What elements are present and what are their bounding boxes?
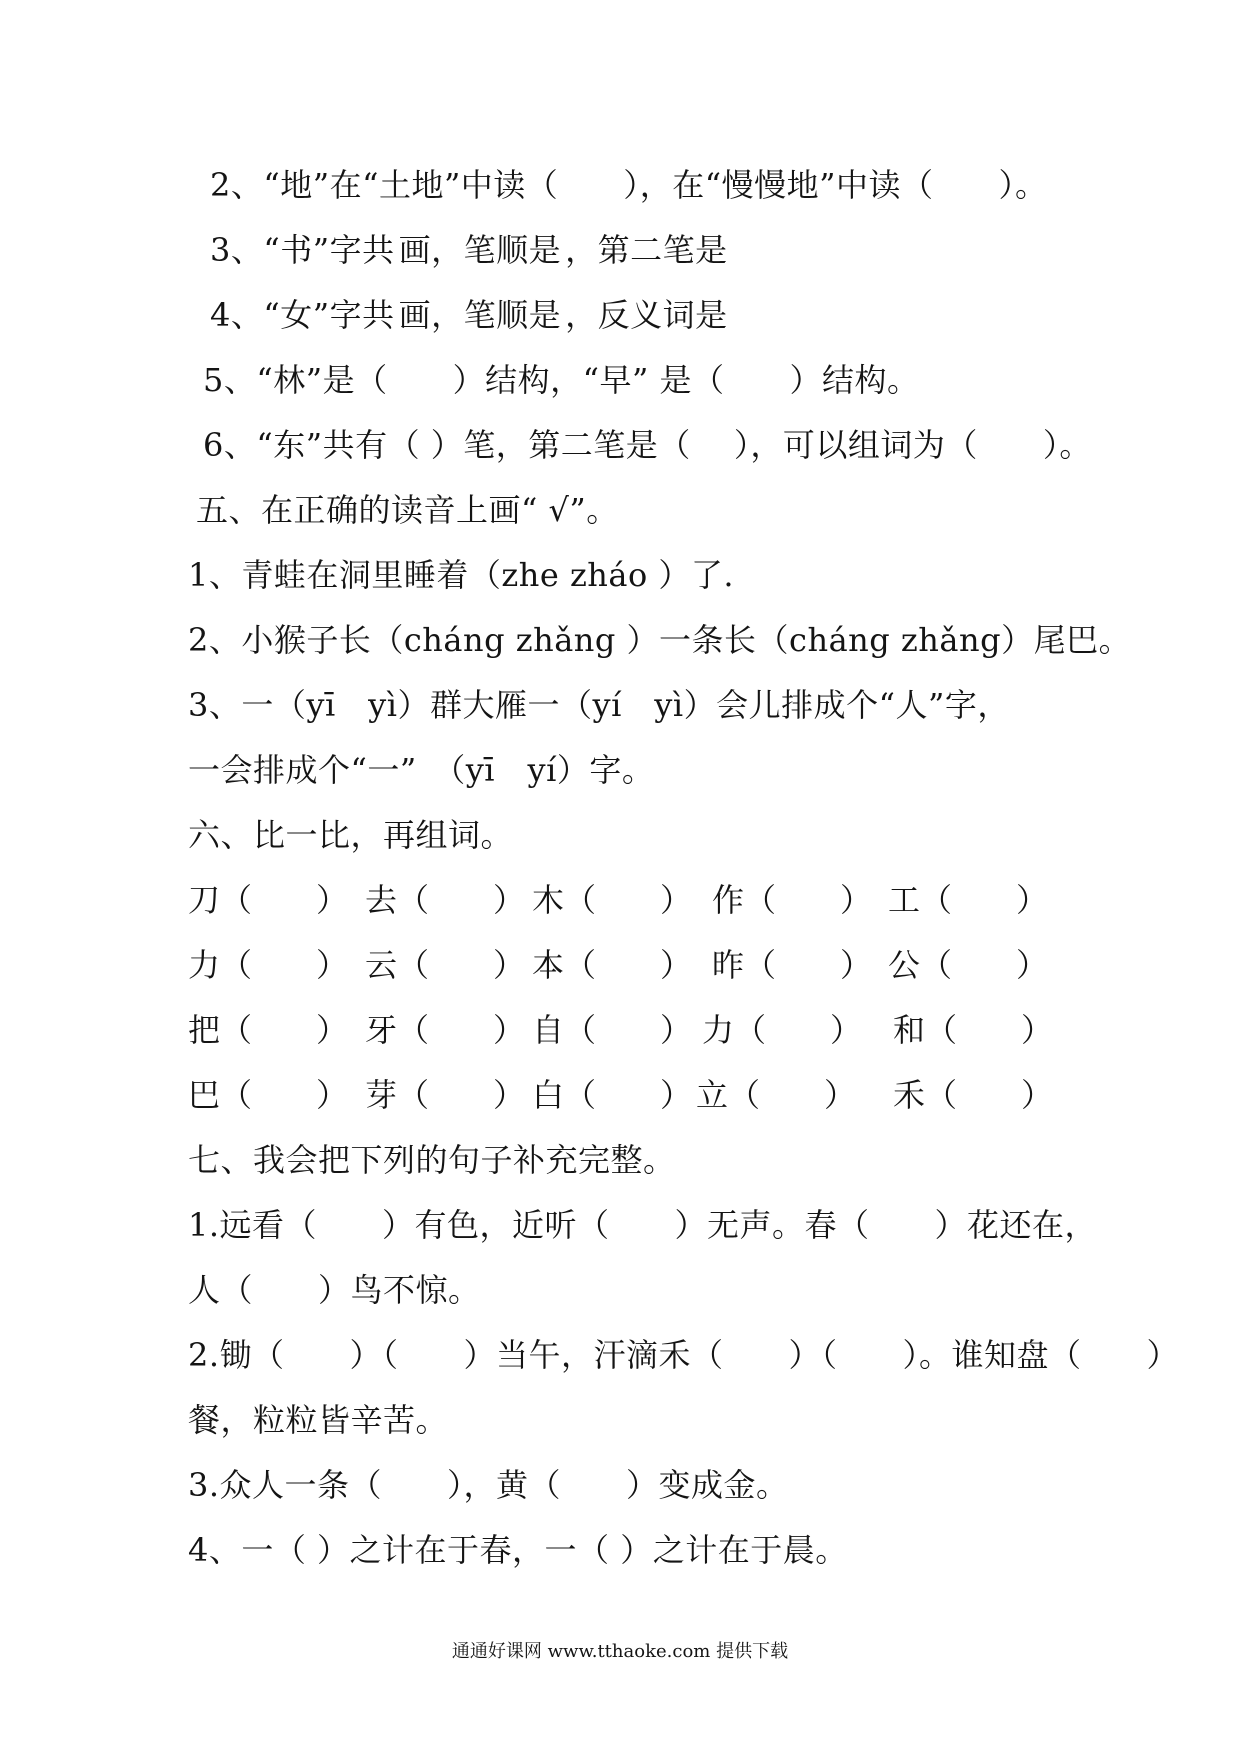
q6-cell: 刀（ ） [188, 881, 349, 919]
q4-item-3 [210, 230, 732, 270]
q7-heading: 七、我会把下列的句子补充完整。 [188, 1141, 676, 1179]
q7-item-4: 4、一（ ）之计在于春，一（ ）之计在于晨。 [188, 1531, 848, 1569]
q7-item-3: 3.众人一条（ ），黄（ ）变成金。 [188, 1466, 789, 1504]
q6-cell: 公（ ） [888, 946, 1049, 984]
q6-row-2 [0, 945, 1240, 985]
q6-cell: 自（ ） [532, 1011, 693, 1049]
q6-cell: 作（ ） [712, 881, 873, 919]
q7-item-2-line-1: 2.锄（ ）（ ）当午，汗滴禾（ ）（ ）。谁知盘（ ） [188, 1336, 1180, 1374]
q4-item-3-text-a: 3、“书”字共 [210, 231, 395, 269]
q5-item-3-line-2: 一会排成个“一” （yī yí）字。 [188, 751, 655, 789]
q6-cell: 云（ ） [365, 946, 526, 984]
q6-cell: 本（ ） [532, 946, 693, 984]
q6-cell: 把（ ） [188, 1011, 349, 1049]
q6-heading: 六、比一比，再组词。 [188, 816, 514, 854]
q6-cell: 去（ ） [365, 881, 526, 919]
q6-cell: 工（ ） [888, 881, 1049, 919]
q6-cell: 白（ ） [532, 1076, 693, 1114]
q6-cell: 昨（ ） [712, 946, 873, 984]
q4-item-6: 6、“东”共有（ ）笔，第二笔是（ ），可以组词为（ ）。 [203, 426, 1092, 464]
q4-item-2: 2、“地”在“土地”中读（ ），在“慢慢地”中读（ ）。 [210, 166, 1048, 204]
q4-item-3-text-c: ，第二笔是 [565, 231, 728, 269]
q6-cell: 力（ ） [188, 946, 349, 984]
q5-heading: 五、在正确的读音上画“ √”。 [196, 491, 619, 529]
q6-cell: 巴（ ） [188, 1076, 349, 1114]
q6-cell: 禾（ ） [893, 1076, 1054, 1114]
q4-item-4 [210, 295, 732, 335]
q6-cell: 力（ ） [702, 1011, 863, 1049]
q4-item-4-text-a: 4、“女”字共 [210, 296, 395, 334]
q6-row-1 [0, 880, 1240, 920]
q7-item-1-line-2: 人（ ）鸟不惊。 [188, 1271, 481, 1309]
q6-row-4 [0, 1075, 1240, 1115]
q5-item-1: 1、青蛙在洞里睡着（zhe zháo ）了. [188, 556, 735, 594]
q6-row-3 [0, 1010, 1240, 1050]
q5-item-3-line-1: 3、一（yī yì）群大雁一（yí yì）会儿排成个“人”字， [188, 686, 1010, 724]
q6-cell: 木（ ） [532, 881, 693, 919]
q5-item-2: 2、小猴子长（cháng zhǎng ）一条长（cháng zhǎng）尾巴。 [188, 621, 1132, 659]
q6-cell: 和（ ） [893, 1011, 1054, 1049]
q6-cell: 芽（ ） [365, 1076, 526, 1114]
footer-source-text: 通通好课网 www.tthaoke.com 提供下载 [451, 1641, 789, 1662]
q4-item-5: 5、“林”是（ ）结构，“早” 是（ ）结构。 [203, 361, 920, 399]
q6-cell: 立（ ） [696, 1076, 857, 1114]
q4-item-3-text-b: 画，笔顺是 [398, 231, 562, 269]
q7-item-2-line-2: 餐，粒粒皆辛苦。 [188, 1401, 449, 1439]
q6-cell: 牙（ ） [365, 1011, 526, 1049]
q7-item-1-line-1: 1.远看（ ）有色，近听（ ）无声。春（ ）花还在， [188, 1206, 1098, 1244]
q4-item-4-text-c: ，反义词是 [565, 296, 728, 334]
q4-item-4-text-b: 画，笔顺是 [398, 296, 562, 334]
